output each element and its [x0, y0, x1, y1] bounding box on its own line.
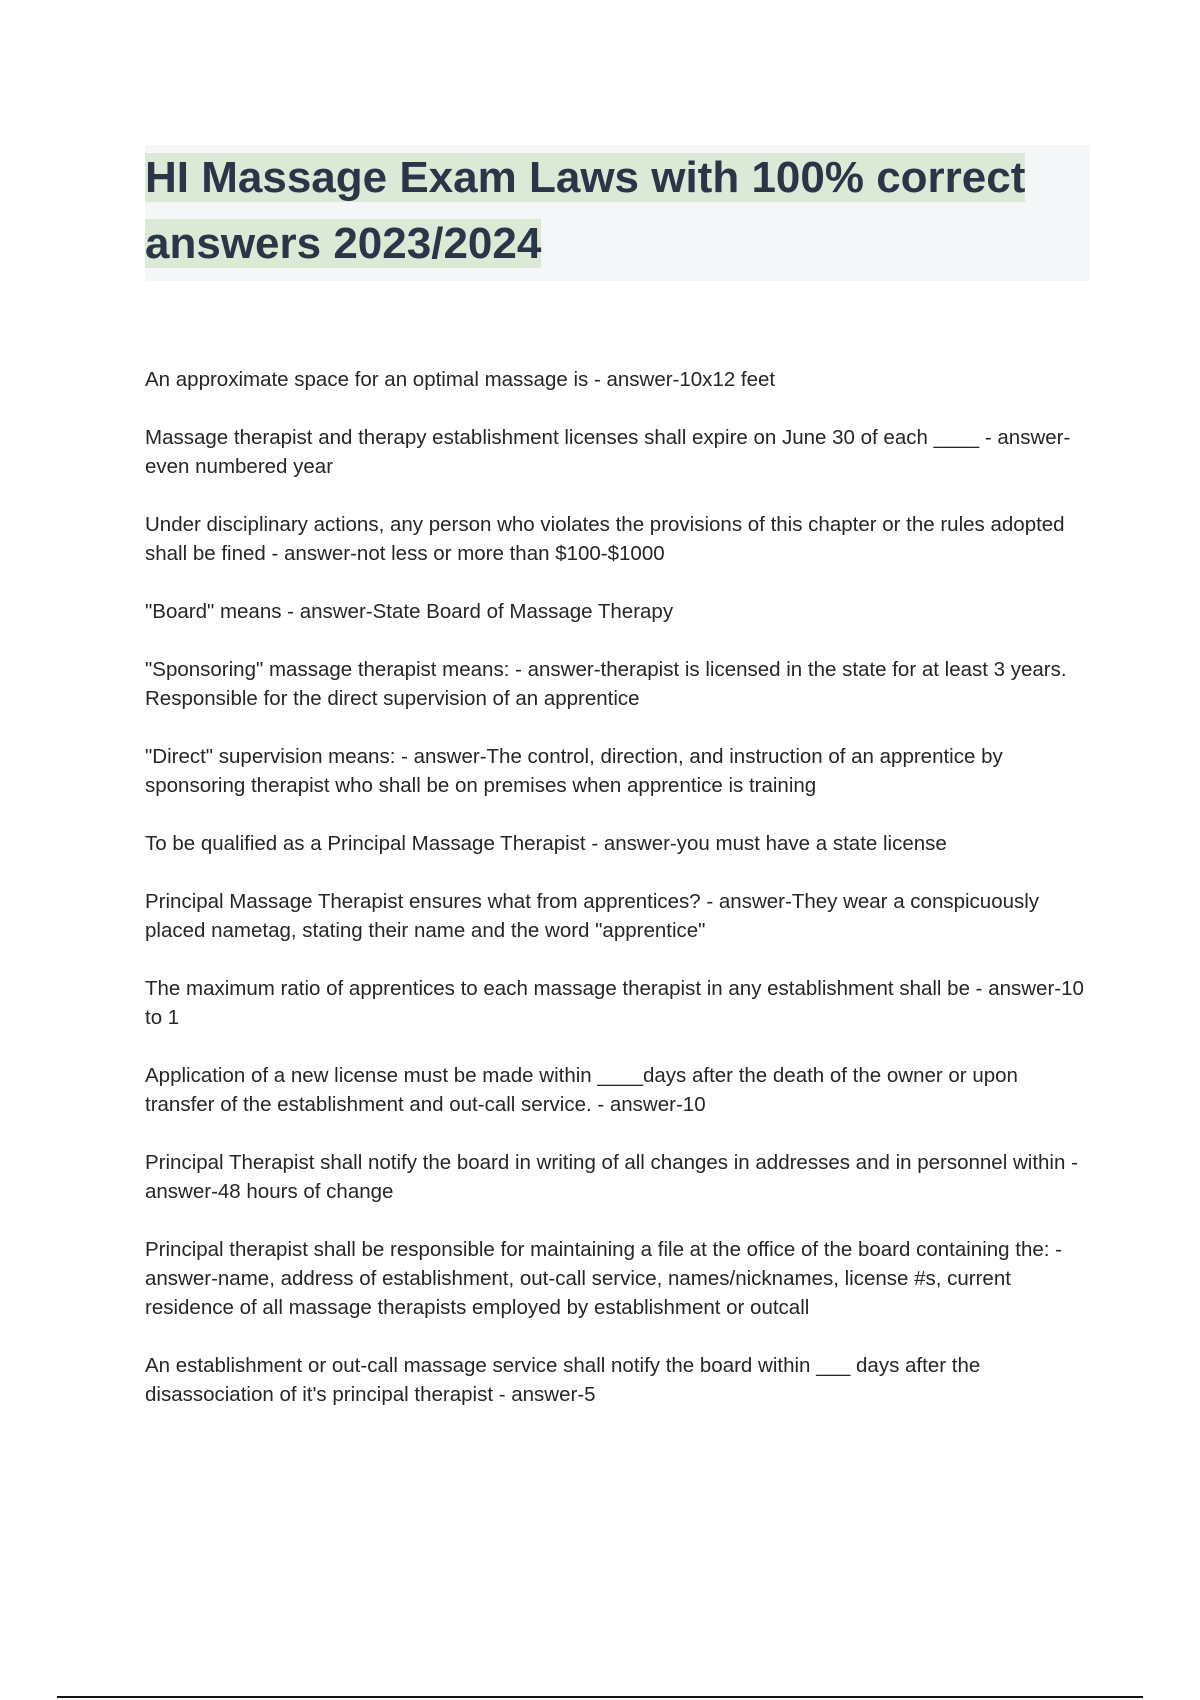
qa-item: Principal therapist shall be responsible for maintaining a file at the office of the board containing the: - answer-name, address of establishment, out-call service, names/nicknames, license #s, current residence of all massage therapists employed by establishment or outcall: [145, 1238, 1062, 1319]
document-title: [145, 145, 1090, 277]
qa-item: Principal Massage Therapist ensures what from apprentices? - answer-They wear a conspicuously placed nametag, stating their name and the word "apprentice": [145, 890, 1040, 942]
qa-item: "Direct" supervision means: - answer-The control, direction, and instruction of an apprentice by sponsoring therapist who shall be on premises when apprentice is training: [145, 745, 1003, 797]
title-block: [145, 145, 1090, 281]
qa-item: An establishment or out-call massage service shall notify the board within ___ days after the disassociation of it's principal therapist - answer-5: [145, 1354, 981, 1406]
document-title-text: HI Massage Exam Laws with 100% correct answers 2023/2024: [145, 153, 1026, 268]
qa-list: [145, 365, 1090, 1438]
qa-item: An approximate space for an optimal massage is - answer-10x12 feet: [145, 368, 776, 391]
qa-item: To be qualified as a Principal Massage Therapist - answer-you must have a state license: [145, 832, 947, 855]
qa-item: Massage therapist and therapy establishment licenses shall expire on June 30 of each ____ - answer-even numbered year: [145, 426, 1071, 478]
qa-item: "Sponsoring" massage therapist means: - answer-therapist is licensed in the state for at least 3 years. Responsible for the direct supervision of an apprentice: [145, 658, 1067, 710]
qa-item: Application of a new license must be made within ____days after the death of the owner or upon transfer of the establishment and out-call service. - answer-10: [145, 1064, 1018, 1116]
qa-item: Under disciplinary actions, any person who violates the provisions of this chapter or the rules adopted shall be fined - answer-not less or more than $100-$1000: [145, 513, 1065, 565]
qa-item: "Board" means - answer-State Board of Massage Therapy: [145, 600, 674, 623]
qa-item: The maximum ratio of apprentices to each massage therapist in any establishment shall be - answer-10 to 1: [145, 977, 1084, 1029]
footer-divider: [57, 1696, 1143, 1698]
qa-item: Principal Therapist shall notify the board in writing of all changes in addresses and in personnel within - answer-48 hours of change: [145, 1151, 1078, 1203]
